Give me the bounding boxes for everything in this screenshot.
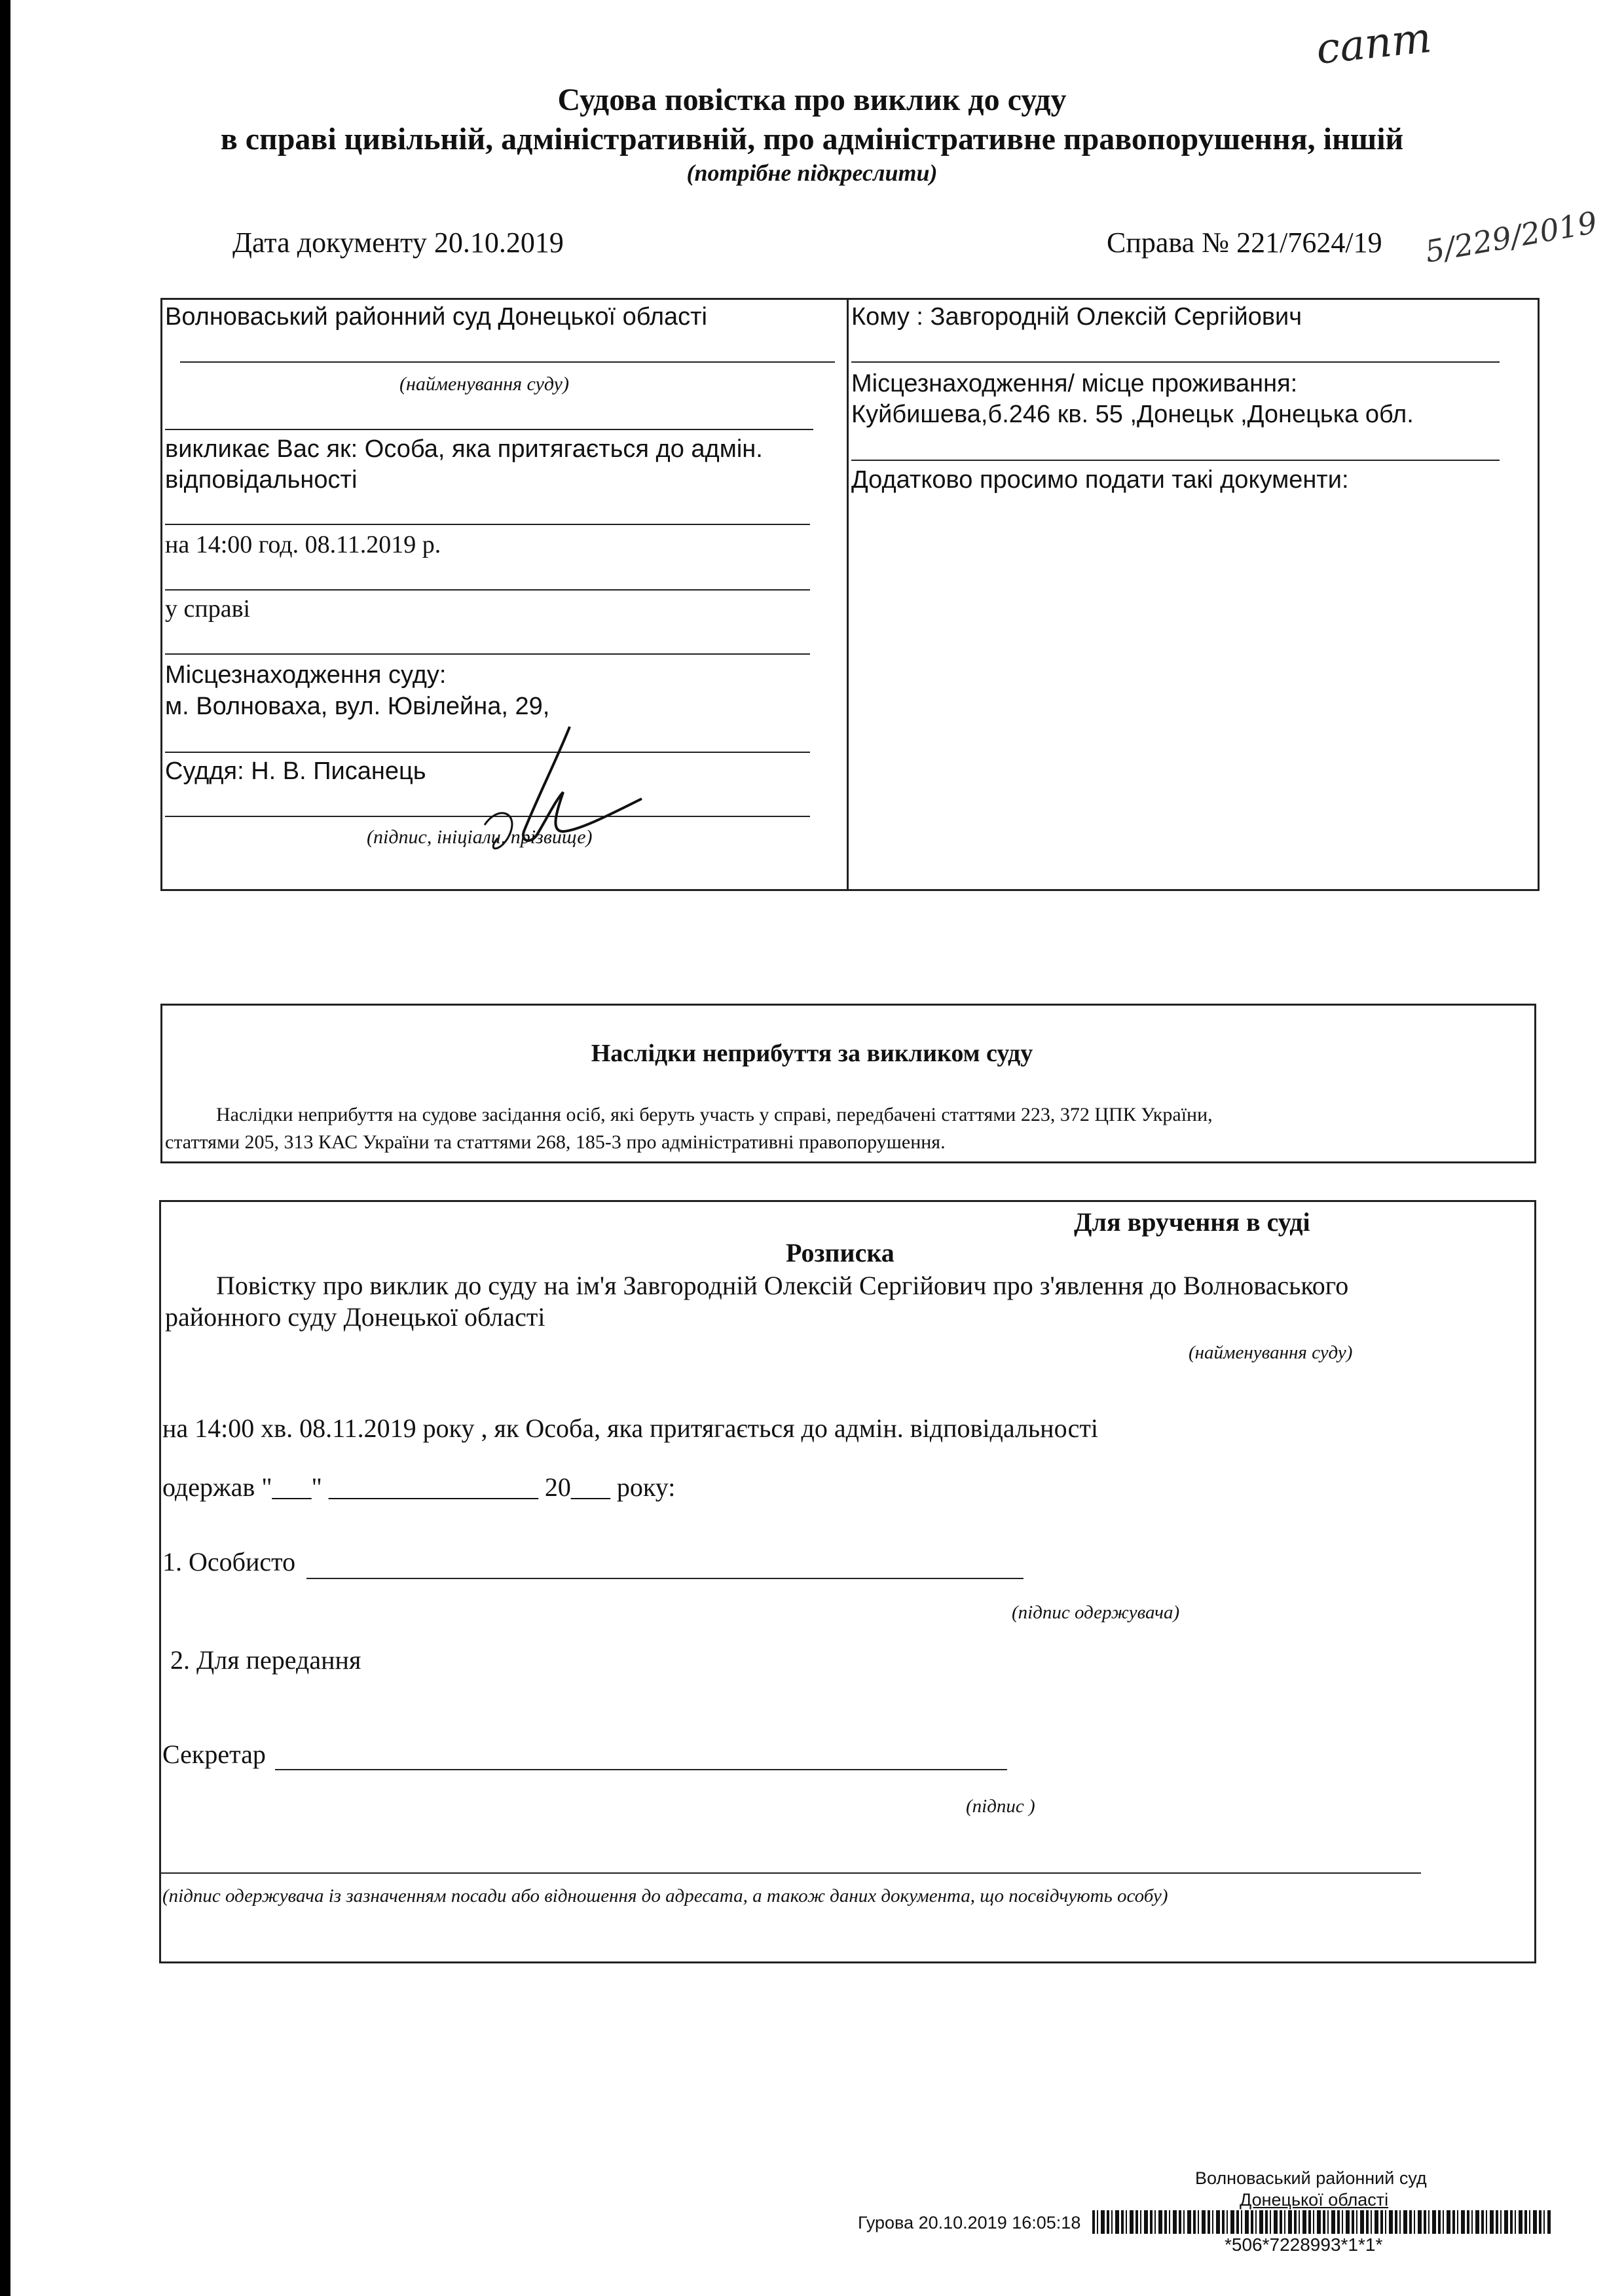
case-handwritten-annotation: 5/229/2019 — [1422, 204, 1600, 270]
transfer-label: 2. Для передання — [170, 1645, 361, 1675]
role-line — [165, 524, 810, 525]
signature-caption: (підпис, ініціали, прізвище) — [367, 826, 593, 848]
document-date: Дата документу 20.10.2019 — [232, 227, 564, 259]
secretary-signature-line — [275, 1769, 1007, 1770]
consequences-line-1: Наслідки неприбуття на судове засідання осіб, які беруть участь у справі, передбачені статтями 223, 372 ЦПК України, — [216, 1104, 1213, 1125]
stamp-author-date: Гурова 20.10.2019 16:05:18 — [858, 2213, 1081, 2232]
recipient-signature-caption: (підпис одержувача) — [1012, 1602, 1180, 1623]
bottom-signature-line — [160, 1872, 1421, 1874]
stamp-court-line-2: Донецької області — [1240, 2190, 1389, 2210]
documents-request: Додатково просимо подати такі документи: — [851, 466, 1349, 494]
personally-label: 1. Особисто — [162, 1547, 296, 1576]
court-caption-line — [165, 429, 813, 430]
consequences-title: Наслідки неприбуття за викликом суду — [591, 1040, 1033, 1067]
court-name: Волноваський районний суд Донецької області — [165, 303, 707, 331]
handwritten-mark: сапт — [1314, 14, 1434, 74]
received-date: одержав "___" ________________ 20___ року: — [162, 1472, 676, 1502]
document-title: Судова повістка про виклик до суду — [557, 82, 1067, 117]
address: Куйбишева,б.246 кв. 55 ,Донецьк ,Донецька обл. — [851, 401, 1414, 428]
document-subtitle: в справі цивільній, адміністративній, про адміністративне правопорушення, іншій — [220, 122, 1404, 156]
scan-edge-bar — [0, 0, 10, 2296]
judge-signature-icon — [458, 720, 648, 864]
underline-note: (потрібне підкреслити) — [686, 160, 938, 186]
summons-box — [160, 298, 1540, 891]
delivery-note: Для вручення в суді — [1074, 1207, 1310, 1237]
barcode-code: *506*7228993*1*1* — [1225, 2234, 1383, 2255]
judge: Суддя: Н. В. Писанець — [165, 757, 426, 785]
court-caption: (найменування суду) — [399, 373, 569, 395]
court-line — [180, 361, 835, 363]
case-line — [165, 653, 810, 655]
address-line — [851, 460, 1500, 461]
court-location: м. Волноваха, вул. Ювілейна, 29, — [165, 693, 550, 720]
column-divider — [847, 298, 849, 891]
case-label: у справі — [165, 595, 251, 623]
receipt-court-caption: (найменування суду) — [1189, 1342, 1353, 1363]
summons-role-1: викликає Вас як: Особа, яка притягається до адмін. — [165, 435, 763, 463]
recipient-id-caption: (підпис одержувача із зазначенням посади або відношення до адресата, а також даних документа, що посвідчують особу) — [162, 1886, 1168, 1906]
receipt-time: на 14:00 хв. 08.11.2019 року , як Особа, яка притягається до адмін. відповідальності — [162, 1413, 1098, 1443]
recipient-line — [851, 361, 1500, 363]
receipt-line-2: районного суду Донецької області — [165, 1302, 545, 1332]
time-line — [165, 589, 810, 591]
hearing-time: на 14:00 год. 08.11.2019 р. — [165, 531, 441, 558]
personally-signature-line — [306, 1578, 1024, 1579]
consequences-line-2: статтями 205, 313 КАС України та статтями 268, 185-3 про адміністративні правопорушення. — [165, 1131, 946, 1153]
court-location-label: Місцезнаходження суду: — [165, 661, 447, 689]
receipt-line-1: Повістку про виклик до суду на ім'я Завгородній Олексій Сергійович про з'явлення до Волноваського — [216, 1271, 1349, 1300]
address-label: Місцезнаходження/ місце проживання: — [851, 370, 1298, 397]
summons-role-2: відповідальності — [165, 466, 358, 494]
secretary-label: Секретар — [162, 1740, 266, 1769]
recipient: Кому : Завгородній Олексій Сергійович — [851, 303, 1302, 331]
receipt-title: Розписка — [786, 1238, 895, 1267]
case-number: Справа № 221/7624/19 — [1107, 227, 1382, 259]
secretary-sign-caption: (підпис ) — [966, 1796, 1035, 1817]
stamp-court-line-1: Волноваський районний суд — [1195, 2168, 1427, 2188]
barcode-icon — [1092, 2210, 1551, 2234]
